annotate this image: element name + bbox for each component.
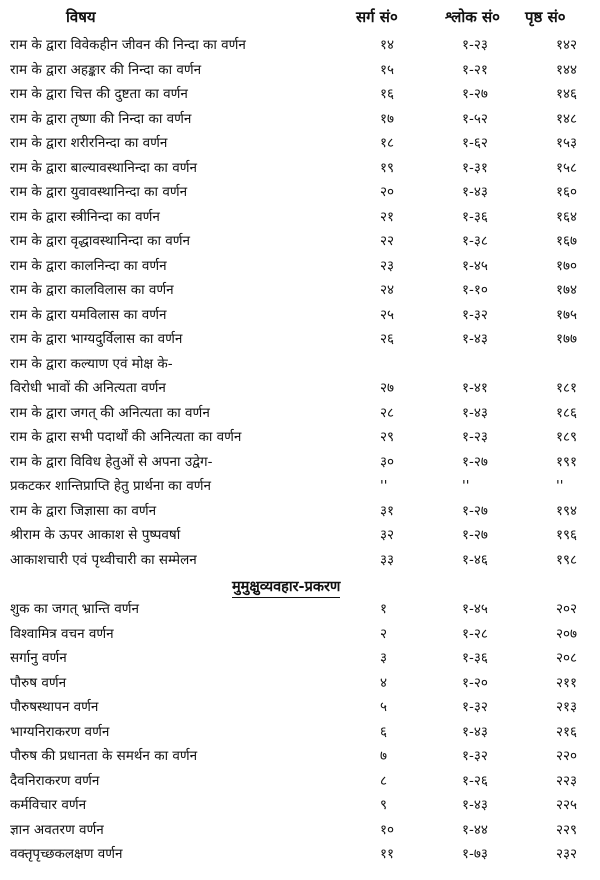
row-shlok-range: १-३६ [462,650,488,666]
row-shlok-range: १-४५ [462,257,488,274]
row-shlok-range: १-७३ [462,846,488,862]
row-subject: सर्गानु वर्णन [10,650,67,666]
table-row [0,180,600,204]
table-row [0,327,600,351]
table-row [0,450,600,474]
row-shlok-range: १-३१ [462,159,488,176]
row-shlok-range: १-४४ [462,821,488,838]
row-subject: विरोधी भावों की अनित्यता वर्णन [10,380,166,396]
row-page-number: २१६ [556,723,578,740]
row-shlok-range: १-२७ [462,527,488,543]
row-shlok-range: १-४३ [462,331,488,347]
row-subject: दैवनिराकरण वर्णन [10,772,100,789]
row-sarg-number: १ [380,601,388,617]
row-subject: भाग्यनिराकरण वर्णन [10,723,110,740]
table-row [0,523,600,547]
row-sarg-number: ११ [380,846,395,862]
row-sarg-number: २९ [380,429,395,445]
table-row [0,671,600,695]
row-shlok-range: १-४३ [462,797,488,813]
row-sarg-number: २३ [380,257,395,274]
table-row [0,720,600,744]
row-shlok-range: १-४३ [462,184,488,200]
row-page-number: १७४ [556,282,578,298]
table-row [0,229,600,253]
table-row [0,376,600,400]
table-row [0,548,600,572]
header-page-number: पृष्ठ सं० [525,8,566,26]
table-row [0,58,600,82]
row-page-number: १४८ [556,110,578,127]
row-shlok-range: १-२७ [462,502,488,519]
row-page-number: १७७ [556,331,578,347]
table-row [0,401,600,425]
row-shlok-range: १-२६ [462,772,488,789]
row-shlok-range: १-४६ [462,551,488,568]
row-sarg-number: १० [380,821,395,838]
row-page-number: १९१ [556,453,578,470]
row-sarg-number: २५ [380,306,395,323]
row-sarg-number: ८ [380,772,388,789]
row-subject: राम के द्वारा सभी पदार्थों की अनित्यता का वर्णन [10,429,242,445]
row-subject: पौरुष की प्रधानता के समर्थन का वर्णन [10,748,198,764]
row-sarg-number: ६ [380,723,388,740]
row-page-number: '' [556,478,564,494]
row-sarg-number: ७ [380,748,388,764]
table-row [0,303,600,327]
row-subject: राम के द्वारा शरीरनिन्दा का वर्णन [10,135,168,151]
row-page-number: १७० [556,257,578,274]
table-row [0,499,600,523]
row-sarg-number: २४ [380,282,395,298]
row-sarg-number: १४ [380,37,395,53]
table-row [0,818,600,842]
row-subject: राम के द्वारा कालनिन्दा का वर्णन [10,257,167,274]
row-shlok-range: '' [462,478,470,494]
row-shlok-range: १-२८ [462,625,488,642]
table-row [0,695,600,719]
row-subject: राम के द्वारा विवेकहीन जीवन की निन्दा का वर्णन [10,37,246,53]
row-sarg-number: ३० [380,453,395,470]
row-sarg-number: ३१ [380,502,395,519]
row-shlok-range: १-३२ [462,306,488,323]
row-shlok-range: १-२७ [462,453,488,470]
table-row [0,254,600,278]
row-sarg-number: २१ [380,208,395,225]
row-subject: राम के द्वारा स्त्रीनिन्दा का वर्णन [10,208,160,225]
row-page-number: १८९ [556,429,578,445]
row-page-number: २२० [556,748,578,764]
row-subject: वक्तृपृच्छकलक्षण वर्णन [10,846,123,862]
row-page-number: १६७ [556,233,578,249]
row-shlok-range: १-६२ [462,135,488,151]
row-page-number: २३२ [556,846,578,862]
row-sarg-number: २ [380,625,388,642]
row-sarg-number: २० [380,184,395,200]
row-shlok-range: १-४५ [462,601,488,617]
table-row [0,646,600,670]
header-shlok-number: श्लोक सं० [445,8,500,26]
row-subject: राम के द्वारा कल्याण एवं मोक्ष के- [10,355,173,372]
row-sarg-number: १६ [380,86,395,102]
row-page-number: २२३ [556,772,578,789]
row-subject: श्रीराम के ऊपर आकाश से पुष्पवर्षा [10,527,181,543]
table-row [0,156,600,180]
row-sarg-number: २२ [380,233,395,249]
table-row [0,597,600,621]
row-shlok-range: १-३८ [462,233,488,249]
row-sarg-number: १७ [380,110,395,127]
row-subject: पौरुषस्थापन वर्णन [10,699,99,715]
row-sarg-number: ३३ [380,551,395,568]
row-sarg-number: ४ [380,674,388,691]
row-page-number: २०७ [556,625,578,642]
row-subject: राम के द्वारा चित्त की दुष्टता का वर्णन [10,86,188,102]
row-page-number: २२९ [556,821,578,838]
row-shlok-range: १-३२ [462,699,488,715]
row-subject: राम के द्वारा तृष्णा की निन्दा का वर्णन [10,110,192,127]
row-sarg-number: २८ [380,404,395,421]
row-subject: विश्वामित्र वचन वर्णन [10,625,114,642]
table-row [0,769,600,793]
row-shlok-range: १-२१ [462,61,488,78]
table-row [0,842,600,866]
table-row [0,33,600,57]
row-page-number: १५३ [556,135,578,151]
row-page-number: २१३ [556,699,578,715]
row-shlok-range: १-२० [462,674,488,691]
row-shlok-range: १-३६ [462,208,488,225]
table-row [0,425,600,449]
row-sarg-number: ९ [380,797,388,813]
row-page-number: २२५ [556,797,578,813]
row-shlok-range: १-५२ [462,110,488,127]
row-shlok-range: १-४३ [462,404,488,421]
row-shlok-range: १-२३ [462,37,488,53]
row-page-number: १४६ [556,86,578,102]
row-shlok-range: १-२३ [462,429,488,445]
row-sarg-number: '' [380,478,388,494]
row-sarg-number: १५ [380,61,395,78]
row-page-number: १८१ [556,380,578,396]
row-shlok-range: १-१० [462,282,488,298]
row-shlok-range: १-३२ [462,748,488,764]
table-row [0,131,600,155]
row-subject: राम के द्वारा जिज्ञासा का वर्णन [10,502,157,519]
row-sarg-number: ३२ [380,527,395,543]
row-subject: राम के द्वारा यमविलास का वर्णन [10,306,167,323]
table-row [0,82,600,106]
row-page-number: १९८ [556,551,578,568]
row-page-number: २०८ [556,650,578,666]
row-subject: राम के द्वारा बाल्यावस्थानिन्दा का वर्णन [10,159,197,176]
row-subject: राम के द्वारा विविध हेतुओं से अपना उद्वेग- [10,453,213,470]
row-page-number: १९४ [556,502,578,519]
section-title: मुमुक्षुव्यवहार-प्रकरण [232,576,340,598]
row-subject: ज्ञान अवतरण वर्णन [10,821,104,838]
table-row [0,107,600,131]
row-subject: राम के द्वारा जगत् की अनित्यता का वर्णन [10,404,210,421]
row-sarg-number: ५ [380,699,388,715]
row-subject: राम के द्वारा भाग्यदुर्विलास का वर्णन [10,331,183,347]
header-subject: विषय [66,8,96,26]
row-page-number: १५८ [556,159,578,176]
row-subject: राम के द्वारा वृद्धावस्थानिन्दा का वर्णन [10,233,191,249]
row-sarg-number: १९ [380,159,395,176]
row-subject: शुक का जगत् भ्रान्ति वर्णन [10,601,139,617]
table-row [0,205,600,229]
row-shlok-range: १-२७ [462,86,488,102]
row-page-number: १४४ [556,61,578,78]
row-subject: आकाशचारी एवं पृथ्वीचारी का सम्मेलन [10,551,197,568]
row-page-number: १६० [556,184,578,200]
row-page-number: १६४ [556,208,578,225]
row-page-number: १८६ [556,404,578,421]
row-sarg-number: ३ [380,650,388,666]
table-row [0,622,600,646]
row-shlok-range: १-४१ [462,380,488,396]
row-sarg-number: १८ [380,135,395,151]
row-page-number: १९६ [556,527,578,543]
row-page-number: २०२ [556,601,578,617]
row-shlok-range: १-४३ [462,723,488,740]
row-sarg-number: २७ [380,380,395,396]
row-page-number: १७५ [556,306,578,323]
header-sarg-number: सर्ग सं० [356,8,398,26]
row-page-number: २११ [556,674,578,691]
row-subject: राम के द्वारा युवावस्थानिन्दा का वर्णन [10,184,188,200]
row-subject: कर्मविचार वर्णन [10,797,87,813]
row-subject: प्रकटकर शान्तिप्राप्ति हेतु प्रार्थना का वर्णन [10,478,212,494]
table-row [0,352,600,376]
table-row [0,278,600,302]
row-page-number: १४२ [556,37,578,53]
row-sarg-number: २६ [380,331,395,347]
table-row [0,474,600,498]
table-row [0,793,600,817]
table-row [0,744,600,768]
row-subject: राम के द्वारा अहङ्कार की निन्दा का वर्णन [10,61,202,78]
row-subject: पौरुष वर्णन [10,674,67,691]
row-subject: राम के द्वारा कालविलास का वर्णन [10,282,174,298]
